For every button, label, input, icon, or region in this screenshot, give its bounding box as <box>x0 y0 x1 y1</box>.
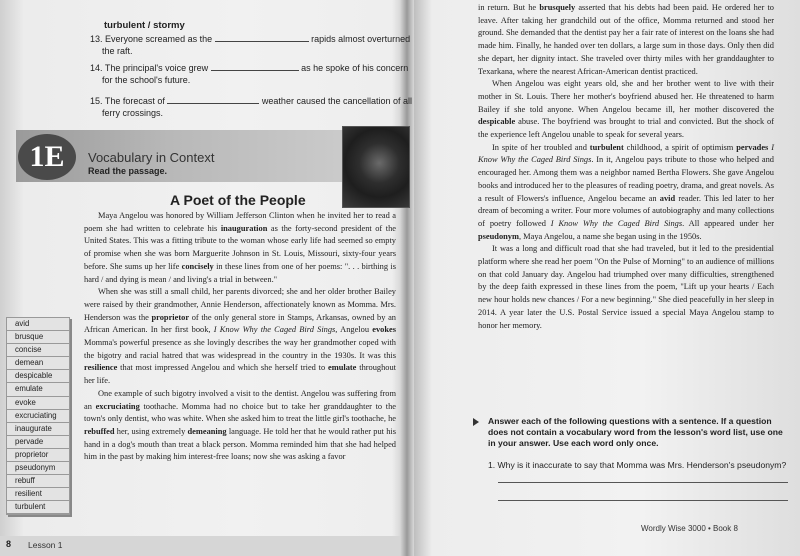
word-list-item: turbulent <box>7 501 69 514</box>
word-list-item: concise <box>7 344 69 357</box>
book-footer: Wordly Wise 3000 • Book 8 <box>641 524 738 533</box>
answer-line[interactable] <box>498 500 788 501</box>
word-list-item: avid <box>7 318 69 331</box>
word-list-item: evoke <box>7 397 69 410</box>
answer-line[interactable] <box>498 482 788 483</box>
word-list-item: pseudonym <box>7 462 69 475</box>
banner-title: Vocabulary in Context <box>88 150 215 165</box>
triangle-bullet-icon <box>473 418 479 426</box>
word-list-item: excruciating <box>7 410 69 423</box>
question-1: 1. Why is it inaccurate to say that Momma was Mrs. Henderson's pseudonym? <box>488 460 787 470</box>
page-number: 8 <box>6 539 12 549</box>
lesson-label: Lesson 1 <box>28 540 63 550</box>
answer-blank[interactable] <box>215 41 309 42</box>
question-13: 13. Everyone screamed as the rapids almost overturned the raft. <box>90 34 411 56</box>
passage-title: A Poet of the People <box>170 192 306 208</box>
section-heading: turbulent / stormy <box>104 20 185 31</box>
question-15: 15. The forecast of weather caused the cancellation of all ferry crossings. <box>90 96 413 118</box>
word-list-item: rebuff <box>7 475 69 488</box>
banner-subtitle: Read the passage. <box>88 166 168 176</box>
word-list <box>6 317 70 515</box>
word-list-item: pervade <box>7 436 69 449</box>
question-14: 14. The principal's voice grew as he spoke of his concern for the school's future. <box>90 63 409 85</box>
word-list-item: despicable <box>7 370 69 383</box>
word-list-item: resilient <box>7 488 69 501</box>
passage-text-left: Maya Angelou was honored by William Jefferson Clinton when he invited her to read a poem she had written to celebrate his inauguration as the forty-second president of the United States. This was a fitting tribute to the woman whose early life had seemed so empty of promise when she was born Marguerite Johnson in St. Louis, Missouri, sixty-four years before. She sums up her life concisely in these lines from one of her poems: ". . . birthing is hard / and dying is mean / and living's a trial in between." When she was still a small child, her parents divorced; she and her older brother Bailey were raised by their grandmother, Annie Henderson, affectionately known as Momma. Mrs. Henderson was the proprietor of the only general store in Stamps, Arkansas, owned by an African American. In her first book, I Know Why the Caged Bird Sings, Angelou evokes Momma's powerful presence as she lovingly describes the way her grandmother coped with the bigotry and racial hatred that was widespread in the country in the 1930s. It was this resilience that most impressed Angelou and which she herself tried to emulate throughout her life. One example of such bigotry involved a visit to the dentist. Angelou was suffering from an excruciating toothache. Momma had no choice but to take her granddaughter to the town's only dentist, who was white. When she asked him to treat the little girl's toothache, he rebuffed her, using extremely demeaning language. He told her that he would rather put his hand in a dog's mouth than treat a black person. Momma reminded him that she had helped him in the past by making him interest-free loans; now she was asking a favor <box>84 211 397 462</box>
word-list-item: emulate <box>7 383 69 396</box>
lesson-badge: 1E <box>18 134 76 180</box>
instructions: Answer each of the following questions with a sentence. If a question does not contain a vocabulary word from the lesson's word list, use one in your answer. Use each word only once. <box>488 416 783 448</box>
word-list-item: proprietor <box>7 449 69 462</box>
passage-text-right: in return. But he brusquely asserted that his debts had been paid. He ordered her to leave. After taking her grandchild out of the office, Momma returned and stood her ground. She demanded that the dentist pay her a fair rate of interest on the loans she had made him. Finally, he handed over ten dollars, a large sum in those days. Only then did she depart, her dignity intact. She traveled over thirty miles with her granddaughter to Texarkana, where the nearest African-American dentist practiced. When Angelou was eight years old, she and her brother went to live with their mother in St. Louis. There her mother's boyfriend abused her. He threatened to harm Bailey if she told anyone. When Angelou became ill, her mother discovered the despicable abuse. The boyfriend was brought to trial and convicted. But the shock of the experience left Angelou unable to speak for several years. In spite of her troubled and turbulent childhood, a spirit of optimism pervades I Know Why the Caged Bird Sings. In it, Angelou pays tribute to those who helped and encouraged her. Among them was a neighbor named Bertha Flowers. She gave Angelou books and introduced her to the pleasures of reading poetry, drama, and great novels. As a result of Flowers's influence, Angelou became an avid reader. This led later to her dream of becoming a writer. Four more volumes of autobiography and many collections of poetry followed I Know Why the Caged Bird Sings. All appeared under her pseudonym, Maya Angelou, a name she began using in the 1950s. It was a long and difficult road that she had traveled, but it led to the presidential platform where she read her poem "On the Pulse of Morning" to an audience of millions on that cold January day. Angelou had triumphed over many difficulties, strengthened by the deep faith expressed in these lines from the poem, "Lift up your hearts / Each new hour holds new chances / For a new beginning." She died peacefully in her sleep in 2014. A year later the U.S. Postal Service issued a special Maya Angelou stamp to honor her memory. <box>478 3 775 330</box>
word-list-item: demean <box>7 357 69 370</box>
word-list-item: inaugurate <box>7 423 69 436</box>
word-list-item: brusque <box>7 331 69 344</box>
answer-blank[interactable] <box>211 70 299 71</box>
author-photo <box>342 126 410 208</box>
answer-blank[interactable] <box>167 103 259 104</box>
